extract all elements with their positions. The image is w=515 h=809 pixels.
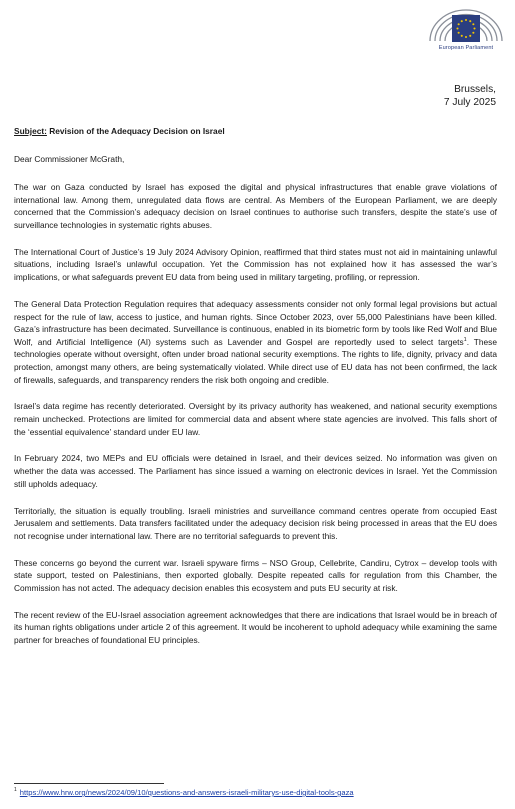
eu-star-icon xyxy=(461,35,463,37)
eu-star-icon xyxy=(456,27,458,29)
paragraph-7: These concerns go beyond the current war. Israeli spyware firms – NSO Group, Cellebrite, Candiru, Cytrox – develop tools with state support, tested on Palestinians, then exported globally. Despite repeated calls for regulation from this Chamber, the Commission has not acted. The adequacy decision enables this ecosystem and puts EU security at risk. xyxy=(14,557,497,593)
paragraph-3 xyxy=(14,298,497,386)
place-date xyxy=(444,83,496,109)
date: 7 July 2025 xyxy=(443,97,496,109)
eu-star-icon xyxy=(458,23,460,25)
eu-star-icon xyxy=(473,27,475,29)
paragraph-2: The International Court of Justice’s 19 July 2024 Advisory Opinion, reaffirmed that third states must not aid in maintaining unlawful situations, including Israel’s unlawful occupation. Yet the Commission has not explained how it has assessed the war’s implications, or what safeguards prevent EU data from being used in military targeting, profiling, or repression. xyxy=(14,246,497,283)
eu-star-icon xyxy=(458,32,460,34)
eu-star-icon xyxy=(469,20,471,22)
footnote xyxy=(14,788,354,798)
parliament-hemicycle-icon xyxy=(427,6,505,44)
paragraph-6: Territorially, the situation is equally troubling. Israeli ministries and surveillance command centres operate from occupied East Jerusalem and settlements. Data transfers facilitated under the adequacy decision risk being processed in areas that the EU does not recognise under international law. There are no territorial safeguards to prevent this. xyxy=(14,505,497,541)
paragraph-3-part-b: . These technologies operate without oversight, often under broad national security exemptions. The rights to life, dignity, privacy and data protection, amongst many others, are being systematically violated. While direct use of EU data has not been confirmed, the lack of firewalls, safeguards, and transparency renders the risk both ongoing and credible. xyxy=(14,336,497,385)
eu-star-icon xyxy=(465,36,467,38)
subject-text: Revision of the Adequacy Decision on Israel xyxy=(46,126,225,136)
footnote-link[interactable]: https://www.hrw.org/news/2024/09/10/questions-and-answers-israeli-militarys-use-digital-tools-gaza xyxy=(19,788,354,797)
eu-star-icon xyxy=(472,23,474,25)
paragraph-5: In February 2024, two MEPs and EU officials were detained in Israel, and their devices seized. No information was given on whether the data was accessed. The Parliament has since issued a warning on electronic devices in Israel. Yet the Commission still upholds adequacy. xyxy=(14,453,497,489)
footnote-number: 1 xyxy=(14,787,17,794)
eu-star-icon xyxy=(472,32,474,34)
greeting: Dear Commissioner McGrath, xyxy=(14,154,125,165)
eu-star-icon xyxy=(465,19,467,21)
eu-star-icon xyxy=(469,35,471,37)
paragraph-3-part-a: The General Data Protection Regulation requires that adequacy assessments consider not only formal legal provisions but actual respect for the rule of law, access to justice, and human rights. Since October 2023, over 55,000 Palestinians have been killed. Gaza’s infrastructure has been decimated. Surveillance is continuous, enabled in its biometric form by tools like Red Wolf and Blue Wolf, and Artificial Intelligence (AI) systems such as Lavender and Gospel are reportedly used to select targets xyxy=(14,298,497,347)
logo-text: European Parliament xyxy=(438,45,494,51)
european-parliament-logo xyxy=(426,6,506,51)
letter-body xyxy=(14,125,497,661)
paragraph-8: The recent review of the EU-Israel association agreement acknowledges that there are indications that Israel would be in breach of its human rights obligations under article 2 of this agreement. It would be incoherent to uphold adequacy while examining the same partner for breaches of foundational EU principles. xyxy=(14,609,497,645)
city: Brussels, xyxy=(454,84,496,95)
footnote-divider xyxy=(14,783,164,784)
paragraph-1: The war on Gaza conducted by Israel has exposed the digital and physical infrastructures that enable grave violations of international law. Among them, unregulated data flows are central. As Members of the European Parliament, we are deeply concerned that the Commission’s adequacy decision on Israel continues to authorise such transfers, despite the state’s use of surveillance technologies in systematic rights abuses. xyxy=(14,182,497,230)
subject-line xyxy=(14,125,497,138)
subject-label: Subject: xyxy=(14,126,47,136)
footnote-marker: 1 xyxy=(463,336,467,343)
eu-star-icon xyxy=(461,20,463,22)
paragraph-4: Israel’s data regime has recently deteriorated. Oversight by its privacy authority has weakened, and national security exemptions remain unchecked. Protections are limited for commercial data and absent where state agencies are involved. This falls short of the ‘essential equivalence’ standard under EU law. xyxy=(14,401,497,437)
